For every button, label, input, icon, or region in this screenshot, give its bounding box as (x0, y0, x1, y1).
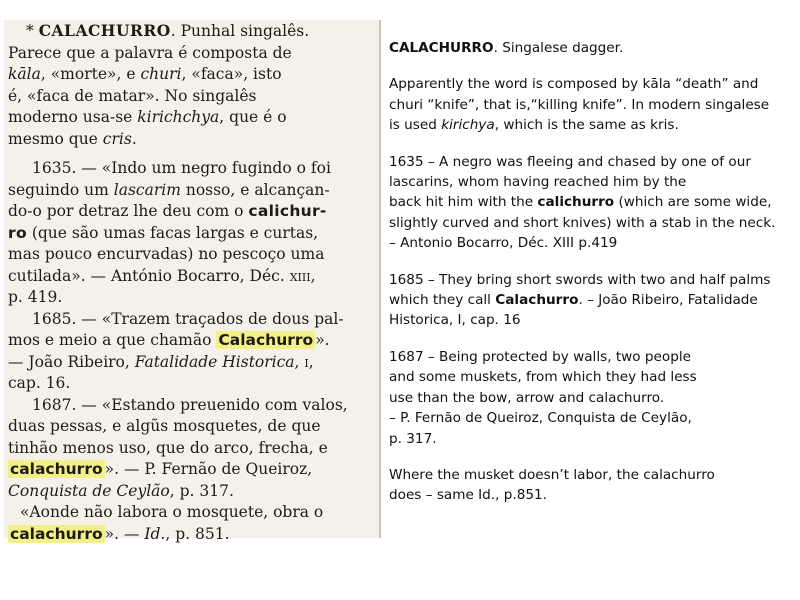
highlighted-term: calachurro (10, 460, 103, 478)
translation-line: – Antonio Bocarro, Déc. XIII p.419 (389, 235, 618, 252)
translation-line: slightly curved and short knives) with a stab in the neck. (389, 214, 776, 231)
translation-line: 1687 – Being protected by walls, two people (389, 348, 691, 365)
translation-line: is used kirichya, which is the same as kris. (389, 117, 679, 134)
translation-line: back hit him with the calichurro (which are some wide, (389, 194, 772, 211)
quote-1685-line: mos e meio a que chamão Calachurro ». (8, 331, 330, 349)
translation-line: churi “knife”, that is,“killing knife”. In modern singalese (389, 96, 770, 113)
quote-1635-line: 1635. — «Indo um negro fugindo o foi (32, 159, 331, 177)
calichurro-term: calichur- (248, 202, 327, 220)
quote-1687-line: «Aonde não labora o mosquete, obra o (20, 503, 324, 521)
translation-line: does – same Id., p.851. (389, 487, 547, 504)
translation-line: p. 317. (389, 430, 437, 447)
highlighted-term: Calachurro (218, 331, 314, 349)
quote-1687-line: duas pessas, e algũs mosquetes, de que (8, 417, 321, 435)
translation-line: use than the bow, arrow and calachurro. (389, 389, 665, 406)
translation-line: 1635 – A negro was fleeing and chased by one of our (389, 153, 751, 170)
scanned-dictionary-page (4, 20, 381, 543)
entry-line: moderno usa-se kirichchya, que é o (8, 108, 287, 126)
quote-1687-line: Conquista de Ceylão, p. 317. (8, 481, 234, 500)
quote-1635-line: do-o por detraz lhe deu com o calichur- (8, 202, 327, 220)
entry-line: Parece que a palavra é composta de (8, 43, 292, 62)
translation-line: 1685 – They bring short swords with two and half palms (389, 271, 771, 288)
quote-1687-line: 1687. — «Estando preuenido com valos, (32, 395, 348, 414)
quote-1635-line: p. 419. (8, 288, 63, 306)
translation-headline: CALACHURRO. Singalese dagger. (389, 40, 624, 56)
quote-1685-line: cap. 16. (8, 374, 71, 392)
translation-line: Historica, I, cap. 16 (389, 312, 521, 329)
quote-1687-line: calachurro ». — P. Fernão de Queiroz, (10, 460, 313, 478)
entry-headline (8, 20, 373, 43)
entry-line: kāla, «morte», e churi, «faca», isto (8, 65, 282, 83)
english-translation (389, 38, 793, 506)
translation-line: lascarins, whom having reached him by the (389, 174, 687, 191)
translation-line: – P. Fernão de Queiroz, Conquista de Ceylão, (389, 410, 692, 427)
translation-headword: CALACHURRO (389, 40, 494, 56)
translation-line: and some muskets, from which they had less (389, 369, 697, 386)
translation-line: Where the musket doesn’t labor, the calachurro (389, 466, 715, 483)
quote-1635-line: seguindo um lascarim nosso, e alcançan- (8, 180, 330, 199)
entry-headword: CALACHURRO (38, 21, 171, 40)
translation-line: which they call Calachurro. – João Ribeiro, Fatalidade (389, 292, 758, 309)
entry-marker: * (26, 22, 34, 40)
entry-line: é, «faca de matar». No singalês (8, 86, 257, 105)
entry-line: mesmo que cris. (8, 129, 137, 148)
quote-1635-line: ro (que são umas facas largas e curtas, (8, 223, 319, 242)
translation-line: Apparently the word is composed by kāla “death” and (389, 76, 759, 93)
quote-1635-line: mas pouco encurvadas) no pescoço uma (8, 245, 325, 263)
quote-1685-line: — João Ribeiro, Fatalidade Historica, i, (8, 352, 314, 371)
quote-1687-line: calachurro ». — Id., p. 851. (10, 524, 230, 543)
quote-1687-line: tinhão menos uso, que do arco, frecha, e (8, 438, 328, 457)
entry-gloss: . Punhal singalês. (170, 22, 310, 40)
highlighted-term: calachurro (10, 524, 103, 543)
quote-1685-line: 1685. — «Trazem traçados de dous pal- (32, 309, 344, 328)
quote-1635-line: cutilada». — António Bocarro, Déc. xiii, (8, 266, 316, 285)
